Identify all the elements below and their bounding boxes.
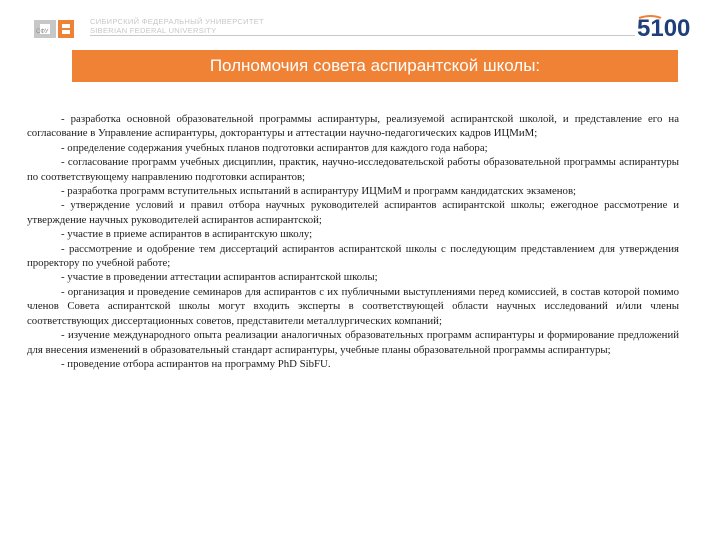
logo-text: СФУ <box>36 29 49 35</box>
university-name-en: SIBERIAN FEDERAL UNIVERSITY <box>90 26 217 35</box>
page-title-text: Полномочия совета аспирантской школы: <box>209 56 541 75</box>
paragraph: - изучение международного опыта реализации аналогичных образовательных программ аспирантуры и формирование предложений для внесения изменений в образовательный стандарт аспирантуры, учебные планы образовательной программы аспирантуры; <box>27 329 679 356</box>
paragraph: - разработка основной образовательной программы аспирантуры, реализуемой аспирантской школой, и представление его на согласование в Управление аспирантуры, докторантуры и аттестации научно-педагогических кадров ИЦМиМ; <box>27 113 679 140</box>
paragraph: - участие в проведении аттестации аспирантов аспирантской школы; <box>61 271 378 284</box>
paragraph: - рассмотрение и одобрение тем диссертаций аспирантов аспирантской школы с последующим представлением для утверждения проректору по учебной работе; <box>27 242 679 270</box>
logo-5100-text: 5100 <box>637 15 691 40</box>
paragraph: - утверждение условий и правил отбора научных руководителей аспирантов аспирантской школы; ежегодное рассмотрение и утверждение научных руководителей аспирантов аспирантской; <box>27 199 679 226</box>
header <box>0 0 720 46</box>
university-name <box>90 17 264 35</box>
paragraph: - проведение отбора аспирантов на программу PhD SibFU. <box>61 357 331 370</box>
header-divider <box>90 35 635 36</box>
paragraph: - организация и проведение семинаров для аспирантов с их публичными выступлениями перед комиссией, в состав которой помимо членов Совета аспирантской школы могут входить эксперты в соответствующей области научных исследований и/или члены соответствующих диссертационных советов, представители металлургических компаний; <box>27 285 679 327</box>
paragraph: - участие в приеме аспирантов в аспирантскую школу; <box>61 228 313 241</box>
paragraph: - определение содержания учебных планов подготовки аспирантов для каждого года набора; <box>61 141 488 154</box>
university-logo-icon <box>34 18 96 40</box>
paragraph: - согласование программ учебных дисциплин, практик, научно-исследовательской работы образовательной программы аспирантуры по соответствующему направлению подготовки аспирантов; <box>27 156 679 183</box>
page-title <box>72 50 678 82</box>
logo-5100-icon <box>637 14 711 40</box>
body-text <box>27 112 679 371</box>
paragraph: - разработка программ вступительных испытаний в аспирантуру ИЦМиМ и программ кандидатских экзаменов; <box>61 185 577 198</box>
university-name-ru: СИБИРСКИЙ ФЕДЕРАЛЬНЫЙ УНИВЕРСИТЕТ <box>90 17 264 26</box>
